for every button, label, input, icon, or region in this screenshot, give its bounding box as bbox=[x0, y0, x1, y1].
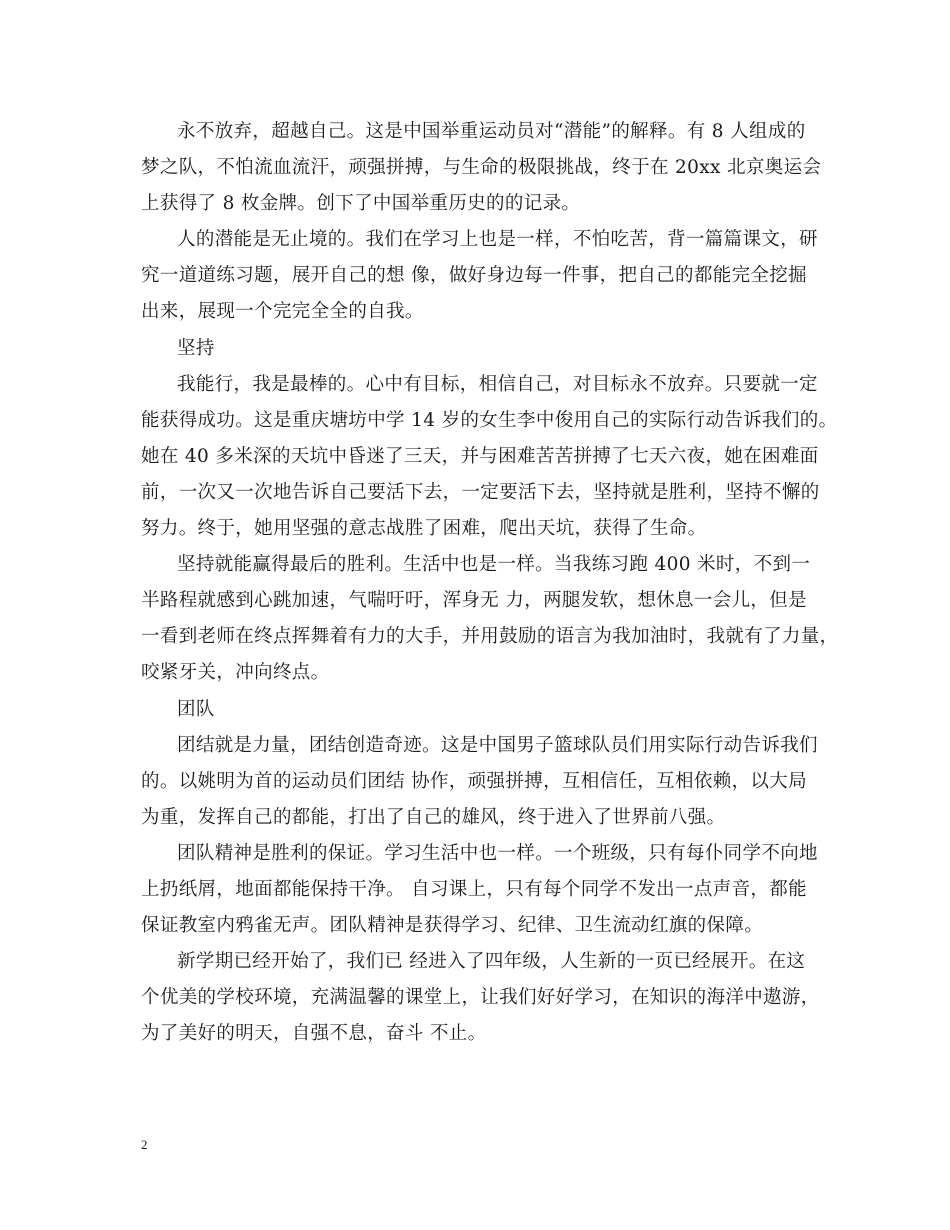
body-text bbox=[141, 114, 839, 1052]
text-line: 努力。终于，她用坚强的意志战胜了困难，爬出天坑，获得了生命。 bbox=[141, 518, 707, 540]
text-line: 为了美好的明天，自强不息，奋斗 不止。 bbox=[141, 1023, 487, 1045]
text-line: 团结就是力量，团结创造奇迹。这是中国男子篮球队员们用实际行动告诉我们 bbox=[177, 734, 818, 756]
page-number: 2 bbox=[141, 1137, 148, 1152]
text-line: 保证教室内鸦雀无声。团队精神是获得学习、纪律、卫生流动红旗的保障。 bbox=[141, 915, 764, 937]
text-line: 坚持就能赢得最后的胜利。生活中也是一样。当我练习跑 400 米时，不到一 bbox=[177, 554, 811, 576]
text-line: 半路程就感到心跳加速，气喘吁吁，浑身无 力，两腿发软，想休息一会儿，但是 bbox=[141, 590, 807, 612]
text-line: 上获得了 8 枚金牌。创下了中国举重历史的的记录。 bbox=[141, 193, 581, 215]
text-line: 前，一次又一次地告诉自己要活下去，一定要活下去，坚持就是胜利，坚持不懈的 bbox=[141, 481, 820, 503]
text-line: 个优美的学校环境，充满温馨的课堂上，让我们好好学习，在知识的海洋中遨游， bbox=[141, 987, 820, 1009]
text-line: 坚持 bbox=[177, 337, 215, 359]
text-line: 为重，发挥自己的都能，打出了自己的雄风，终于进入了世界前八强。 bbox=[141, 806, 726, 828]
text-line: 究一道道练习题，展开自己的想 像，做好身边每一件事，把自己的都能完全挖掘 bbox=[141, 265, 807, 287]
text-line: 上扔纸屑，地面都能保持干净。 自习课上，只有每个同学不发出一点声音，都能 bbox=[141, 878, 807, 900]
text-line: 她在 40 多米深的天坑中昏迷了三天，并与困难苦苦拼搏了七天六夜，她在困难面 bbox=[141, 445, 819, 467]
text-line: 能获得成功。这是重庆塘坊中学 14 岁的女生李中俊用自己的实际行动告诉我们的。 bbox=[141, 409, 838, 431]
text-line: 一看到老师在终点挥舞着有力的大手，并用鼓励的语言为我加油时，我就有了力量， bbox=[141, 626, 839, 648]
text-line: 出来，展现一个完完全全的自我。 bbox=[141, 301, 424, 323]
text-line: 新学期已经开始了，我们已 经进入了四年级，人生新的一页已经展开。在这 bbox=[177, 951, 806, 973]
text-line: 咬紧牙关，冲向终点。 bbox=[141, 662, 330, 684]
text-line: 我能行，我是最棒的。心中有目标，相信自己，对目标永不放弃。只要就一定 bbox=[177, 373, 818, 395]
text-line: 的。以姚明为首的运动员们团结 协作，顽强拼搏，互相信任，互相依赖，以大局 bbox=[141, 770, 807, 792]
text-line: 永不放弃，超越自己。这是中国举重运动员对“潜能”的解释。有 8 人组成的 bbox=[177, 121, 806, 142]
text-line: 梦之队，不怕流血流汗，顽强拼搏，与生命的极限挑战，终于在 20xx 北京奥运会 bbox=[141, 157, 822, 179]
text-line: 人的潜能是无止境的。我们在学习上也是一样，不怕吃苦，背一篇篇课文，研 bbox=[177, 229, 818, 251]
text-line: 团队 bbox=[177, 698, 215, 720]
text-line: 团队精神是胜利的保证。学习生活中也一样。一个班级，只有每仆同学不向地 bbox=[177, 842, 818, 864]
